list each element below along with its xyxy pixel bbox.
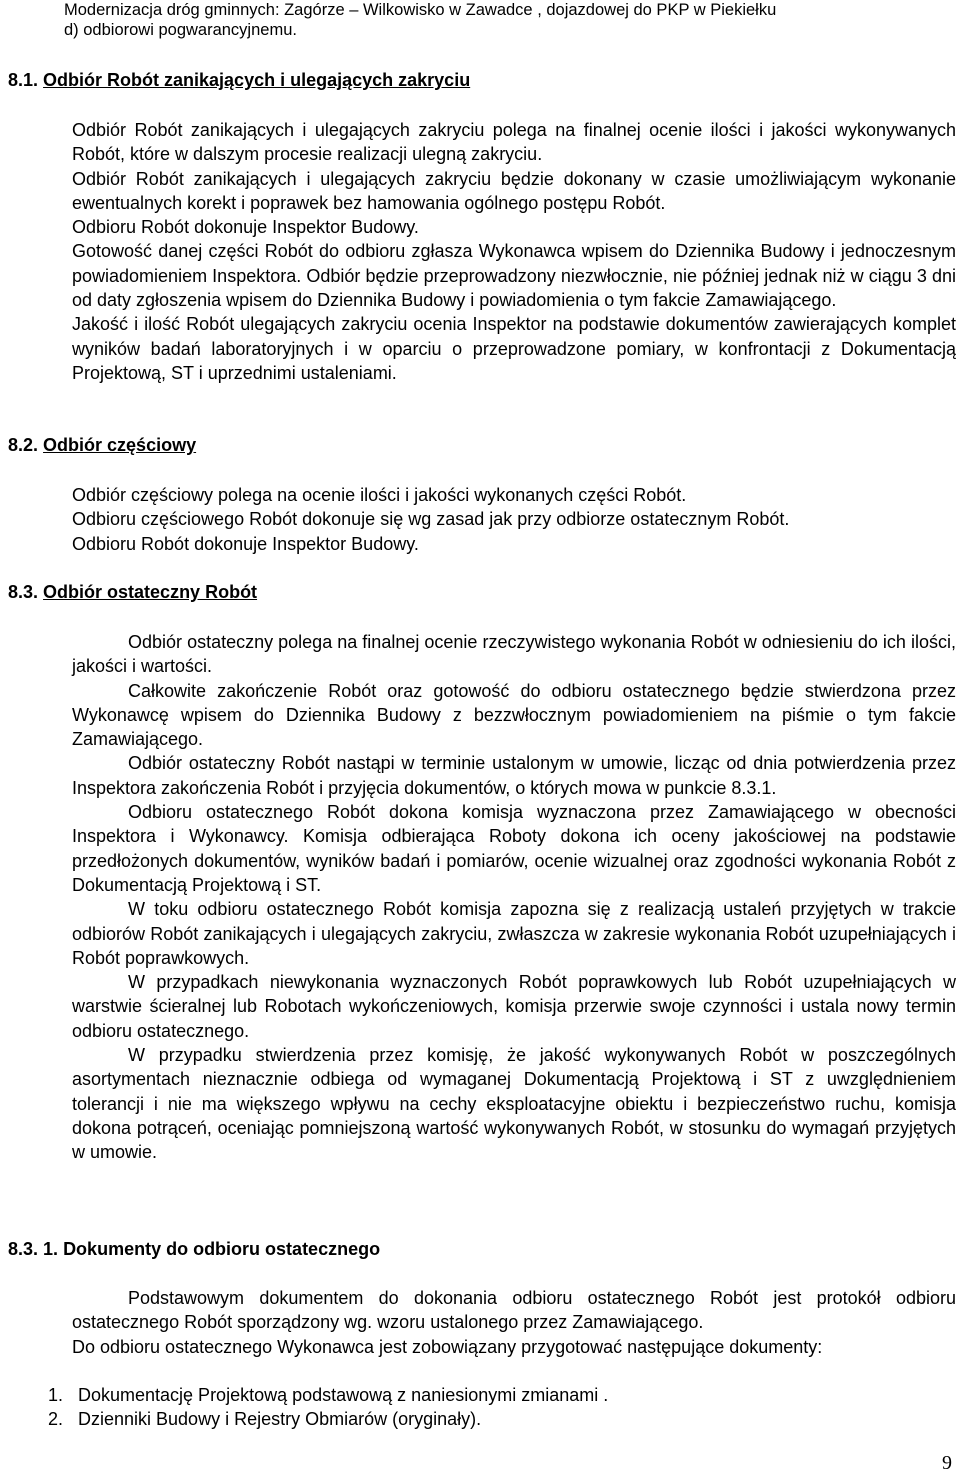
- list-item-text: Dokumentację Projektową podstawową z naniesionymi zmianami .: [78, 1385, 609, 1405]
- paragraph: Odbiór ostateczny polega na finalnej ocenie rzeczywistego wykonania Robót w odniesieniu do ich ilości, jakości i wartości.: [72, 632, 956, 677]
- section-title: Dokumenty do odbioru ostatecznego: [63, 1239, 381, 1259]
- paragraph: W toku odbioru ostatecznego Robót komisja zapozna się z realizacją ustaleń przyjętych w trakcie odbiorów Robót zanikających i ulegających zakryciu, zwłaszcza w zakresie wykonania Robót uzupełniających i Robót poprawkowych.: [72, 899, 956, 968]
- page-number: 9: [942, 1452, 952, 1474]
- section-number: 8.2.: [8, 435, 39, 455]
- paragraph: Do odbioru ostatecznego Wykonawca jest zobowiązany przygotować następujące dokumenty:: [72, 1336, 823, 1357]
- paragraph: Odbiór częściowy polega na ocenie ilości i jakości wykonanych części Robót.: [72, 485, 687, 505]
- section-heading-8-3: [8, 581, 257, 603]
- paragraph: Jakość i ilość Robót ulegających zakryciu ocenia Inspektor na podstawie dokumentów zawierających komplet wyników badań laboratoryjnych i w oparciu o przeprowadzone pomiary, w konfrontacji z Dokumentacją Projektową, ST i uprzednimi ustaleniami.: [72, 314, 956, 383]
- section-title: Odbiór Robót zanikających i ulegających zakryciu: [43, 70, 471, 90]
- section-title: Odbiór ostateczny Robót: [43, 582, 258, 602]
- paragraph: Odbioru ostatecznego Robót dokona komisja wyznaczona przez Zamawiającego w obecności Inspektora i Wykonawcy. Komisja odbierająca Roboty dokona ich oceny jakościowej na podstawie przedłożonych dokumentów, wyników badań i pomiarów, ocenie wizualnej oraz zgodności wykonania Robót z Dokumentacją Projektową i ST.: [72, 802, 956, 895]
- list-item-number: 1.: [48, 1385, 64, 1405]
- running-header: [64, 0, 776, 40]
- list-item-text: Dzienniki Budowy i Rejestry Obmiarów (oryginały).: [78, 1409, 482, 1430]
- documents-list: [48, 1383, 608, 1432]
- section-heading-8-1: [8, 69, 470, 91]
- paragraph: Całkowite zakończenie Robót oraz gotowość do odbioru ostatecznego będzie stwierdzona przez Wykonawcę wpisem do Dziennika Budowy z bezzwłocznym powiadomieniem na piśmie o tym fakcie Zamawiającego.: [72, 680, 956, 750]
- paragraph: Odbioru częściowego Robót dokonuje się wg zasad jak przy odbiorze ostatecznym Robót.: [72, 509, 790, 530]
- section-number: 8.3. 1.: [8, 1239, 59, 1259]
- section-body-8-2: [72, 483, 956, 556]
- section-number: 8.1.: [8, 70, 39, 90]
- header-line: Modernizacja dróg gminnych: Zagórze – Wilkowisko w Zawadce , dojazdowej do PKP w Piekiełku: [64, 1, 777, 19]
- paragraph: Podstawowym dokumentem do dokonania odbioru ostatecznego Robót jest protokół odbioru ostatecznego Robót sporządzony wg. wzoru ustalonego przez Zamawiającego.: [72, 1288, 956, 1333]
- paragraph: Gotowość danej części Robót do odbioru zgłasza Wykonawca wpisem do Dziennika Budowy i jednoczesnym powiadomieniem Inspektora. Odbiór będzie przeprowadzony niezwłocznie, nie później jednak niż w ciągu 3 dni od daty zgłoszenia wpisem do Dziennika Budowy i powiadomienia o tym fakcie Zamawiającego.: [72, 241, 956, 311]
- section-body-8-3-1: [72, 1286, 956, 1359]
- header-line: d) odbiorowi pogwarancyjnemu.: [64, 21, 297, 39]
- section-title: Odbiór częściowy: [43, 435, 197, 455]
- paragraph: Odbiór Robót zanikających i ulegających zakryciu będzie dokonany w czasie umożliwiającym wykonanie ewentualnych korekt i poprawek bez hamowania ogólnego postępu Robót.: [72, 168, 956, 213]
- list-item: [48, 1407, 608, 1431]
- list-item-number: 2.: [48, 1409, 64, 1430]
- section-body-8-3: [72, 630, 956, 1165]
- paragraph: W przypadku stwierdzenia przez komisję, że jakość wykonywanych Robót w poszczególnych asortymentach nieznacznie odbiega od wymaganej Dokumentacją Projektową i ST z uwzględnieniem tolerancji i nie ma większego wpływu na cechy eksploatacyjne obiektu i bezpieczeństwo ruchu, komisja dokona potrąceń, oceniając pomniejszoną wartość wykonywanych Robót, w stosunku do wymagań przyjętych w umowie.: [72, 1045, 956, 1163]
- section-body-8-1: [72, 118, 956, 385]
- list-item: [48, 1383, 608, 1407]
- section-heading-8-3-1: [8, 1238, 380, 1260]
- paragraph: Odbioru Robót dokonuje Inspektor Budowy.: [72, 533, 419, 554]
- section-number: 8.3.: [8, 582, 39, 602]
- paragraph: Odbiór ostateczny Robót nastąpi w terminie ustalonym w umowie, licząc od dnia potwierdzenia przez Inspektora zakończenia Robót i przyjęcia dokumentów, o których mowa w punkcie 8.3.1.: [72, 753, 956, 798]
- paragraph: W przypadkach niewykonania wyznaczonych Robót poprawkowych lub Robót uzupełniających w warstwie ścieralnej lub Robotach wykończeniowych, komisja przerwie swoje czynności i ustala nowy termin odbioru ostatecznego.: [72, 972, 956, 1041]
- section-heading-8-2: [8, 434, 196, 456]
- paragraph: Odbioru Robót dokonuje Inspektor Budowy.: [72, 217, 419, 238]
- paragraph: Odbiór Robót zanikających i ulegających zakryciu polega na finalnej ocenie ilości i jakości wykonywanych Robót, które w dalszym procesie realizacji ulegną zakryciu.: [72, 120, 956, 165]
